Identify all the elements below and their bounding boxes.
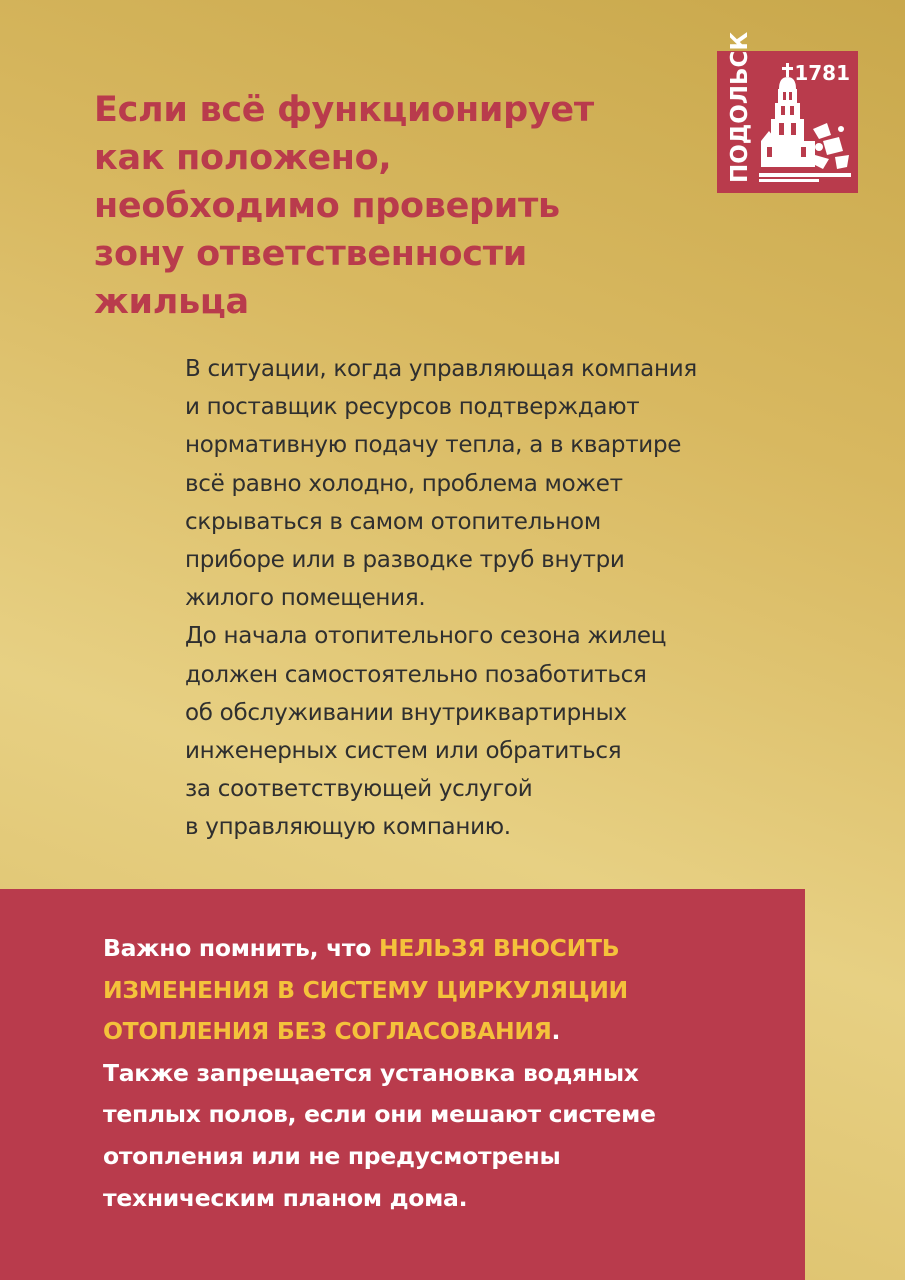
title-text: Если всё функционирует как положено, необходимо проверить зону ответственности жильца: [94, 90, 594, 322]
logo-city-name: ПОДОЛЬСК: [727, 31, 753, 183]
warning-lead: [103, 928, 783, 1053]
warning-rest: Также запрещается установка водяных теплых полов, если они мешают системе отопления или не предусмотрены техническим планом дома.: [103, 1058, 656, 1212]
info-body: [185, 350, 845, 847]
podolsk-logo: [717, 31, 858, 193]
body-paragraph-1: В ситуации, когда управляющая компания и поставщик ресурсов подтверждают нормативную подачу тепла, а в квартире всё равно холодно, проблема может скрываться в самом отопительном приборе или в разводке труб внутри жилого помещения.: [185, 356, 697, 612]
warning-text: [103, 928, 783, 1219]
warning-intro: Важно помнить, что: [103, 934, 379, 962]
page-title: [94, 86, 694, 326]
body-paragraph-2: До начала отопительного сезона жилец должен самостоятельно позаботиться об обслуживании внутриквартирных инженерных систем или обратиться за соответствующей услугой в управляющую компанию.: [185, 623, 667, 841]
warning-period: .: [551, 1017, 561, 1046]
logo-year: 1781: [794, 61, 850, 85]
warning-highlight: НЕЛЬЗЯ ВНОСИТЬ ИЗМЕНЕНИЯ В СИСТЕМУ ЦИРКУЛЯЦИИ ОТОПЛЕНИЯ БЕЗ СОГЛАСОВАНИЯ: [103, 934, 628, 1046]
church-emblem-icon: [757, 59, 853, 187]
